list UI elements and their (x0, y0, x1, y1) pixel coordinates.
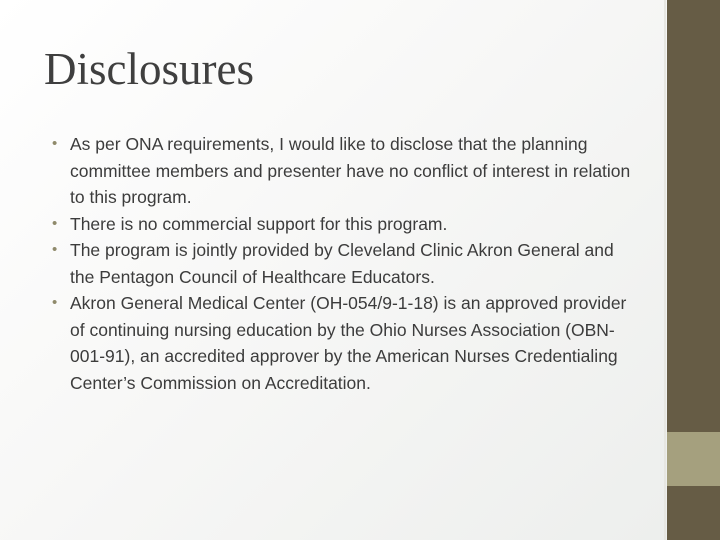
bullet-item-commercial-support (52, 211, 642, 238)
bullet-list (52, 131, 642, 396)
bullet-icon: • (52, 135, 58, 152)
slide-title: Disclosures (44, 44, 254, 94)
bullet-text: As per ONA requirements, I would like to disclose that the planning committee members and presenter have no conflict of interest in relation to this program. (70, 134, 631, 207)
bullet-text: There is no commercial support for this program. (70, 213, 448, 234)
bullet-icon: • (52, 294, 58, 311)
bullet-item-joint-provider (52, 237, 642, 290)
side-accent-block (667, 432, 720, 486)
bullet-icon: • (52, 241, 58, 258)
bullet-text: The program is jointly provided by Cleveland Clinic Akron General and the Pentagon Council of Healthcare Educators. (70, 240, 614, 287)
side-divider-line (664, 0, 666, 540)
bullet-icon: • (52, 214, 58, 232)
bullet-item-ona-disclosure (52, 131, 642, 211)
bullet-item-accreditation (52, 290, 642, 396)
bullet-text: Akron General Medical Center (OH-054/9-1-18) is an approved provider of continuing nursing education by the Ohio Nurses Association (OBN-001-91), an accredited approver by the American Nurses Credentialing Center’s Commission on Accreditation. (70, 293, 627, 393)
